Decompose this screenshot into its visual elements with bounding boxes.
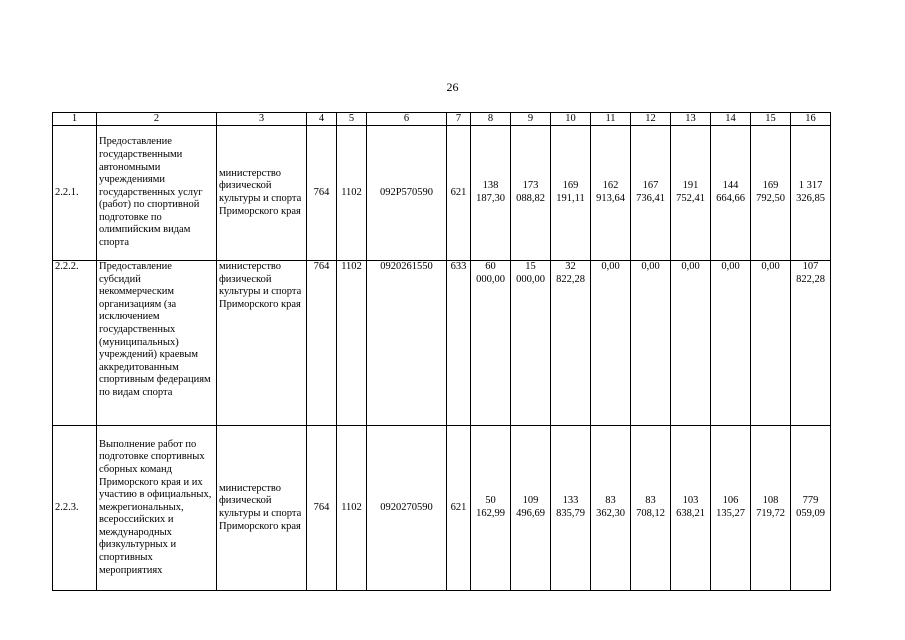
row-code: 2.2.1.	[53, 126, 97, 261]
row-c13: 0,00	[671, 261, 711, 426]
row-c5: 1102	[337, 426, 367, 591]
row-c6: 092P570590	[367, 126, 447, 261]
header-cell: 16	[791, 113, 831, 126]
header-cell: 3	[217, 113, 307, 126]
row-c16: 107 822,28	[791, 261, 831, 426]
page-number: 26	[446, 80, 459, 94]
table-row	[53, 261, 831, 426]
header-cell: 13	[671, 113, 711, 126]
table-row	[53, 426, 831, 591]
row-c6: 0920261550	[367, 261, 447, 426]
row-c11: 162 913,64	[591, 126, 631, 261]
header-cell: 4	[307, 113, 337, 126]
row-c12: 0,00	[631, 261, 671, 426]
header-cell: 1	[53, 113, 97, 126]
row-name: Выполнение работ по подготовке спортивных сборных команд Приморского края и их участию в официальных, межрегиональных, всероссийских и международных физкультурных и спортивных мероприятиях	[97, 426, 217, 591]
row-c8: 138 187,30	[471, 126, 511, 261]
header-cell: 14	[711, 113, 751, 126]
row-c12: 83 708,12	[631, 426, 671, 591]
row-c6: 0920270590	[367, 426, 447, 591]
row-c15: 108 719,72	[751, 426, 791, 591]
row-c4: 764	[307, 126, 337, 261]
row-name: Предоставление субсидий некоммерческим организациям (за исключением государственных (муниципальных) учреждений) краевым аккредитованным спортивным федерациям по видам спорта	[97, 261, 217, 426]
row-name: Предоставление государственными автономными учреждениями государственных услуг (работ) по спортивной подготовке по олимпийским видам спорта	[97, 126, 217, 261]
header-cell: 8	[471, 113, 511, 126]
row-c14: 0,00	[711, 261, 751, 426]
row-c15: 0,00	[751, 261, 791, 426]
row-c5: 1102	[337, 126, 367, 261]
budget-table	[52, 112, 831, 591]
row-executor: министерство физической культуры и спорта Приморского края	[217, 126, 307, 261]
row-code: 2.2.2.	[53, 261, 97, 426]
row-c11: 0,00	[591, 261, 631, 426]
row-c9: 109 496,69	[511, 426, 551, 591]
row-c7: 621	[447, 426, 471, 591]
row-c16: 1 317 326,85	[791, 126, 831, 261]
header-cell: 9	[511, 113, 551, 126]
row-executor: министерство физической культуры и спорта Приморского края	[217, 261, 307, 426]
header-cell: 7	[447, 113, 471, 126]
row-c4: 764	[307, 426, 337, 591]
row-c5: 1102	[337, 261, 367, 426]
row-c13: 103 638,21	[671, 426, 711, 591]
row-executor: министерство физической культуры и спорта Приморского края	[217, 426, 307, 591]
row-c16: 779 059,09	[791, 426, 831, 591]
row-c15: 169 792,50	[751, 126, 791, 261]
row-code: 2.2.3.	[53, 426, 97, 591]
header-cell: 15	[751, 113, 791, 126]
row-c14: 106 135,27	[711, 426, 751, 591]
header-cell: 12	[631, 113, 671, 126]
row-c12: 167 736,41	[631, 126, 671, 261]
header-cell: 10	[551, 113, 591, 126]
row-c11: 83 362,30	[591, 426, 631, 591]
header-cell: 2	[97, 113, 217, 126]
row-c9: 173 088,82	[511, 126, 551, 261]
row-c10: 32 822,28	[551, 261, 591, 426]
row-c10: 169 191,11	[551, 126, 591, 261]
row-c9: 15 000,00	[511, 261, 551, 426]
header-cell: 6	[367, 113, 447, 126]
header-cell: 5	[337, 113, 367, 126]
header-cell: 11	[591, 113, 631, 126]
row-c10: 133 835,79	[551, 426, 591, 591]
table-row	[53, 126, 831, 261]
row-c7: 633	[447, 261, 471, 426]
row-c7: 621	[447, 126, 471, 261]
row-c8: 60 000,00	[471, 261, 511, 426]
header-row	[53, 113, 831, 126]
row-c14: 144 664,66	[711, 126, 751, 261]
row-c13: 191 752,41	[671, 126, 711, 261]
row-c8: 50 162,99	[471, 426, 511, 591]
row-c4: 764	[307, 261, 337, 426]
